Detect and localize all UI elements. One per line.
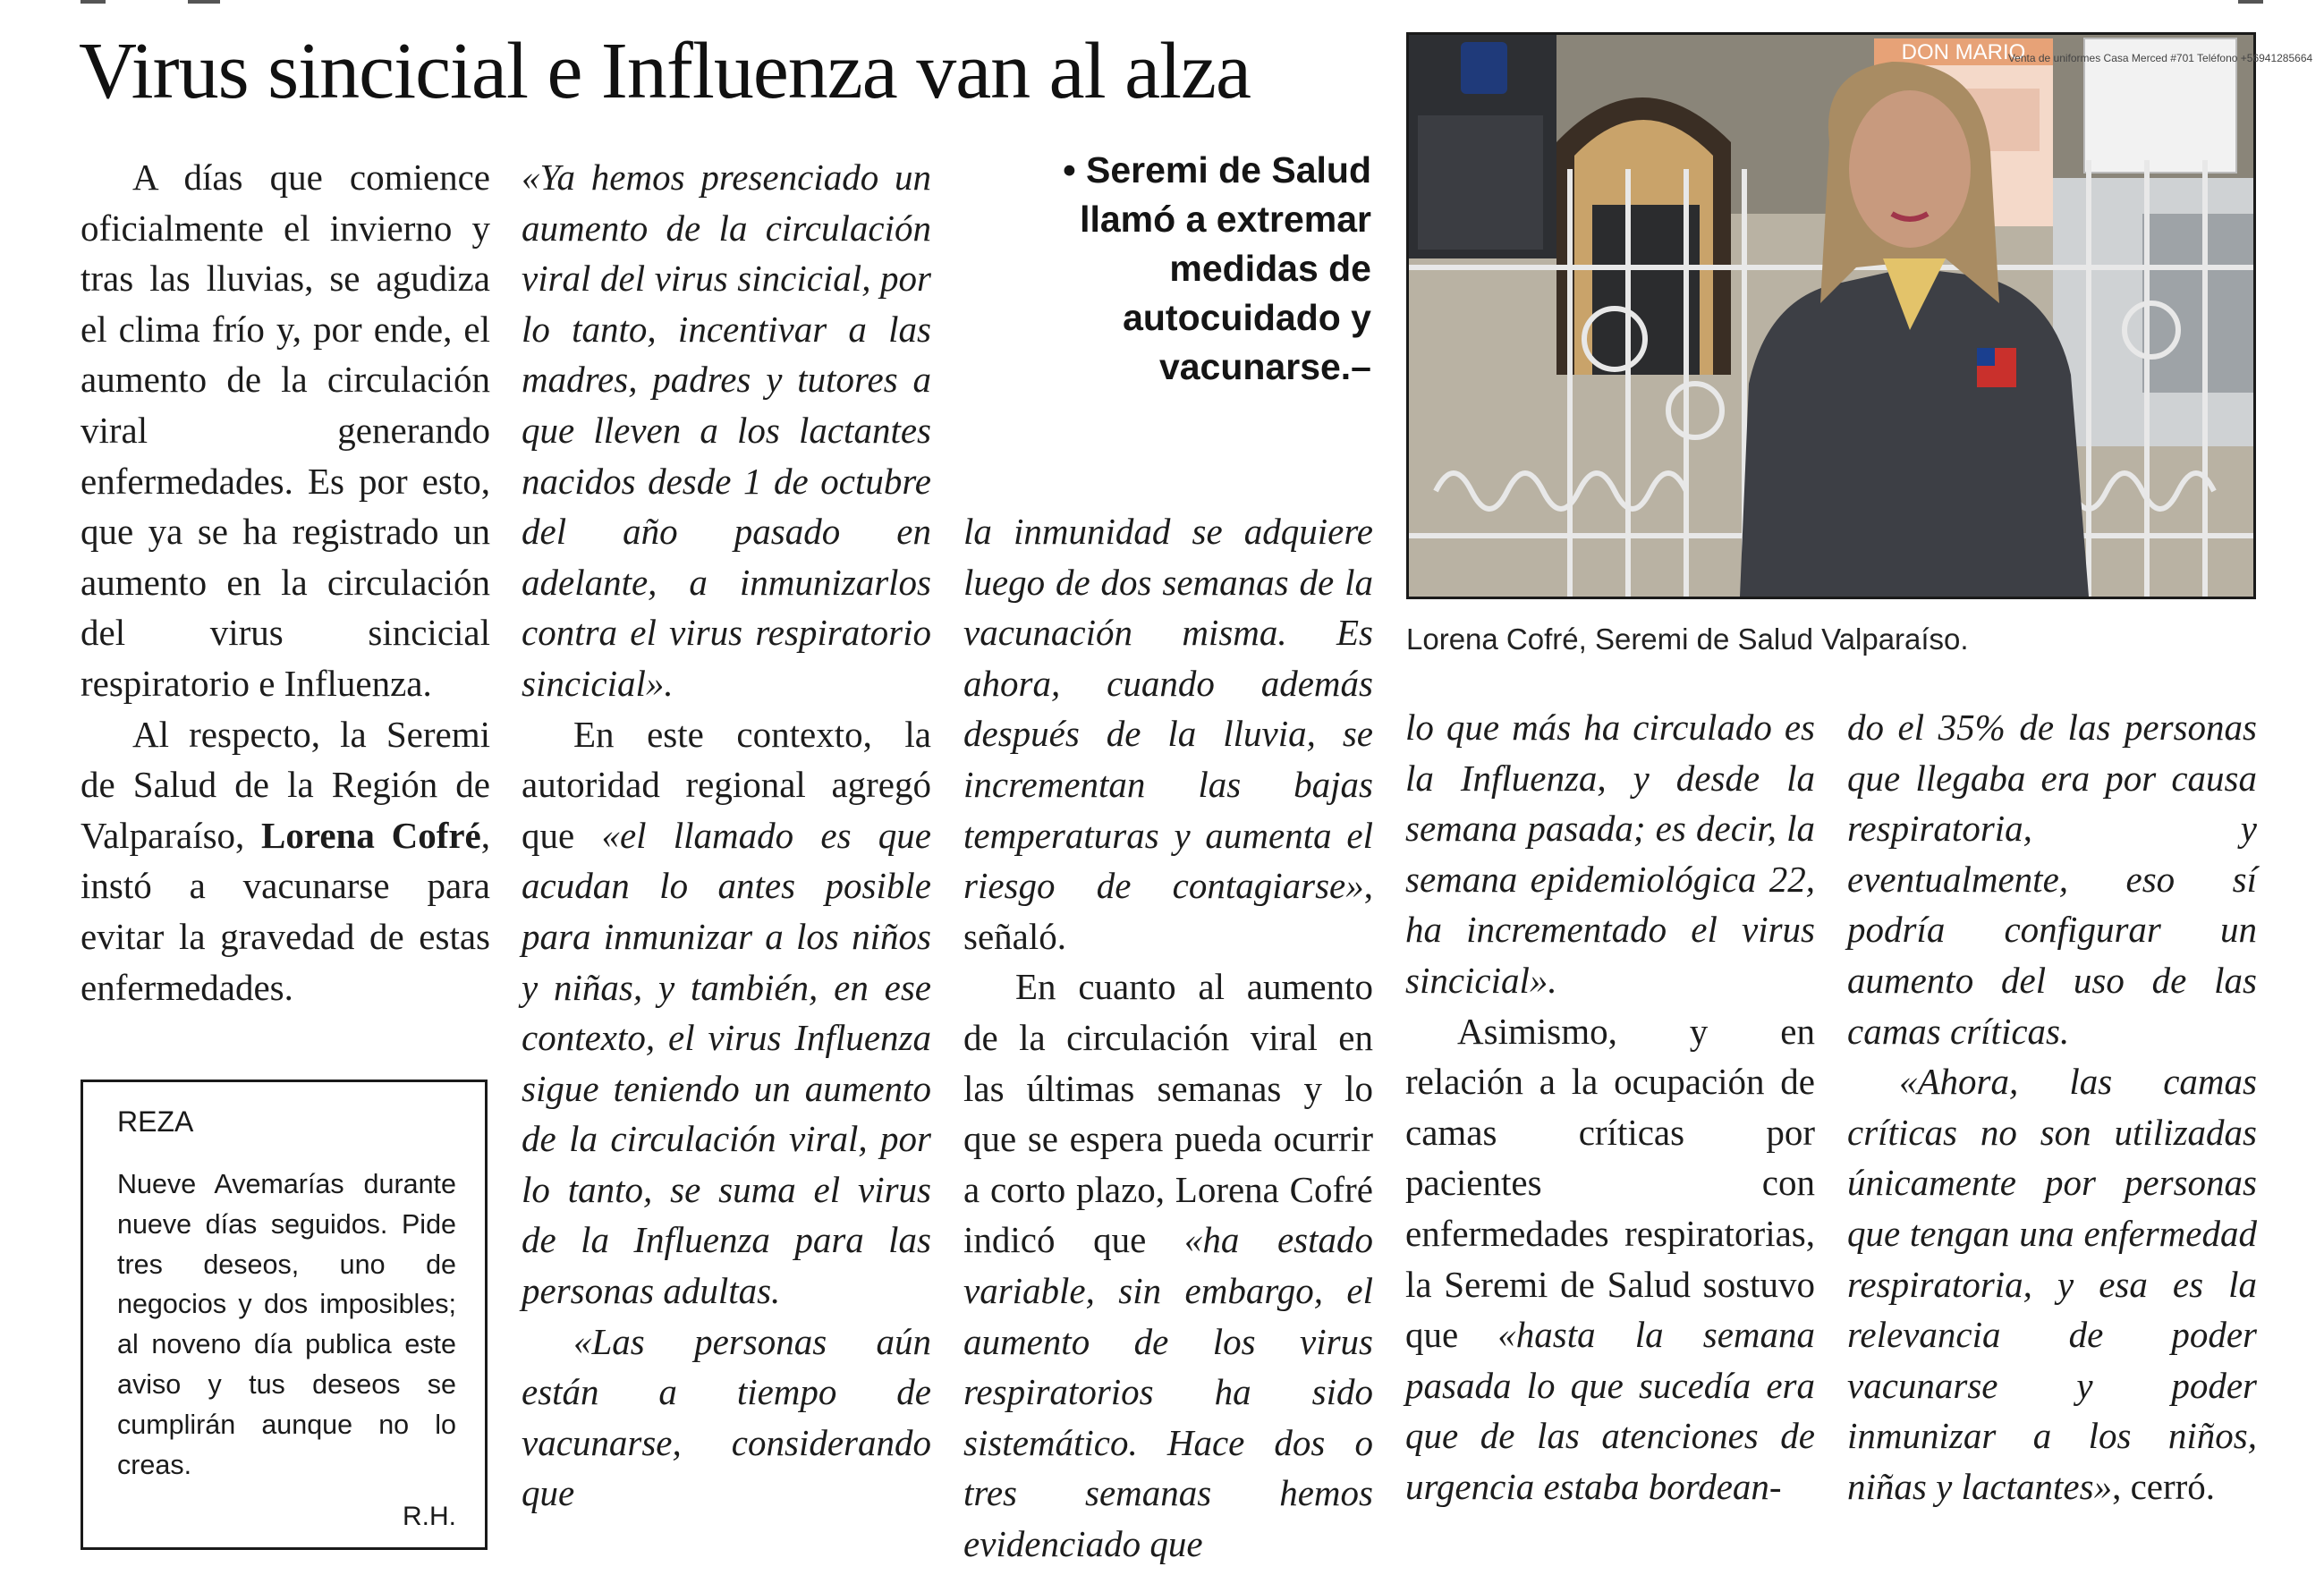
paragraph bbox=[81, 709, 490, 1013]
notice-text: Venta de uniformes Casa Merced #701 Teléfono +56941285664 bbox=[2007, 52, 2313, 64]
text-run: , cerró. bbox=[2112, 1465, 2216, 1507]
photo-caption: Lorena Cofré, Seremi de Salud Valparaíso. bbox=[1406, 622, 1969, 656]
paragraph bbox=[1847, 702, 2257, 1056]
quote: lo que más ha circulado es la Influenza, y desde la semana pasada; es decir, la semana epidemiológica 22, ha incrementado el virus sincicial». bbox=[1405, 707, 1815, 1001]
article-column-3 bbox=[963, 506, 1373, 1569]
quote: «Las personas aún están a tiempo de vacunarse, considerando que bbox=[522, 1320, 931, 1514]
paragraph: A días que comience oficialmente el invierno y tras las lluvias, se agudiza el clima frío y, por ende, el aumento de la circulación viral generando enfermedades. Es por esto, que ya se ha registrado un aumento en la circulación del virus sincicial respiratorio e Influenza. bbox=[81, 157, 490, 704]
lede-summary: • Seremi de Salud llamó a extremar medidas de autocuidado y vacunarse.– bbox=[1063, 149, 1371, 387]
quote: «Ahora, las camas críticas no son utilizadas únicamente por personas que tengan una enfermedad respiratoria, y esa es la relevancia de poder vacunarse y poder inmunizar a los niños, niñas y lactantes» bbox=[1847, 1061, 2257, 1507]
text-run: Asimismo, y en relación a la ocupación de camas críticas por pacientes con enfermedades respiratorias, la Seremi de Salud sostuvo que bbox=[1405, 1010, 1815, 1356]
paragraph bbox=[522, 1317, 931, 1519]
reza-box bbox=[81, 1080, 488, 1550]
quote: do el 35% de las personas que llegaba era por causa respiratoria, y eventualmente, eso sí podría configurar un aumento del uso de las camas críticas. bbox=[1847, 707, 2257, 1052]
quote: «hasta la semana pasada lo que sucedía era que de las atenciones de urgencia estaba bordean- bbox=[1405, 1314, 1815, 1507]
paragraph bbox=[963, 961, 1373, 1569]
paragraph bbox=[522, 709, 931, 1317]
top-rule bbox=[81, 0, 2263, 5]
article-column-4 bbox=[1405, 702, 1815, 1512]
quote: «Ya hemos presenciado un aumento de la circulación viral del virus sincicial, por lo tanto, incentivar a las madres, padres y tutores a que lleven a los lactantes nacidos desde 1 de octubre del año pasado en adelante, a inmunizarlos contra el virus respiratorio sincicial». bbox=[522, 157, 931, 704]
text-run: Al respecto, la Seremi de Salud de la Región de Valparaíso, bbox=[81, 713, 490, 856]
quote: la inmunidad se adquiere luego de dos semanas de la vacunación misma. Es ahora, cuando además después de la lluvia, se incrementan las bajas temperaturas y aumenta el riesgo de contagiarse» bbox=[963, 511, 1373, 907]
reza-body: Nueve Avemarías durante nueve días seguidos. Pide tres deseos, uno de negocios y dos imposibles; al noveno día publica este aviso y tus deseos se cumplirán aunque no lo creas. bbox=[117, 1169, 456, 1480]
quote: «ha estado variable, sin embargo, el aumento de los virus respiratorios ha sido sistemático. Hace dos o tres semanas hemos evidenciado que bbox=[963, 1219, 1373, 1564]
sign-title: DON MARIO bbox=[1901, 40, 2026, 64]
article-column-2 bbox=[522, 152, 931, 1519]
shield-icon bbox=[1461, 42, 1507, 94]
article-photo bbox=[1406, 32, 2313, 599]
text-run: En cuanto al aumento de la circulación viral en las últimas semanas y lo que se espera pueda ocurrir a corto plazo, Lorena Cofré indicó que bbox=[963, 966, 1373, 1261]
paragraph bbox=[1847, 1056, 2257, 1511]
headline: Virus sincicial e Influenza van al alza bbox=[79, 27, 1251, 115]
reza-title: REZA bbox=[117, 1105, 194, 1138]
paragraph bbox=[522, 152, 931, 709]
person-name: Lorena Cofré bbox=[261, 814, 481, 856]
paragraph bbox=[1405, 1006, 1815, 1512]
text-run: , señaló. bbox=[963, 865, 1373, 957]
text-run: En este contexto, la autoridad regional agregó que bbox=[522, 713, 931, 856]
paragraph bbox=[963, 506, 1373, 961]
paragraph bbox=[1405, 702, 1815, 1006]
photo-illustration bbox=[1409, 35, 2313, 597]
text-run: , instó a vacunarse para evitar la gravedad de estas enfermedades. bbox=[81, 814, 490, 1008]
reza-signature: R.H. bbox=[403, 1502, 456, 1532]
article-column-5 bbox=[1847, 702, 2257, 1512]
quote: «el llamado es que acudan lo antes posible para inmunizar a los niños y niñas, y también, en ese contexto, el virus Influenza sigue teniendo un aumento de la circulación viral, por lo tanto, se suma el virus de la Influenza para las personas adultas. bbox=[522, 814, 931, 1312]
article-column-1 bbox=[81, 152, 490, 1012]
